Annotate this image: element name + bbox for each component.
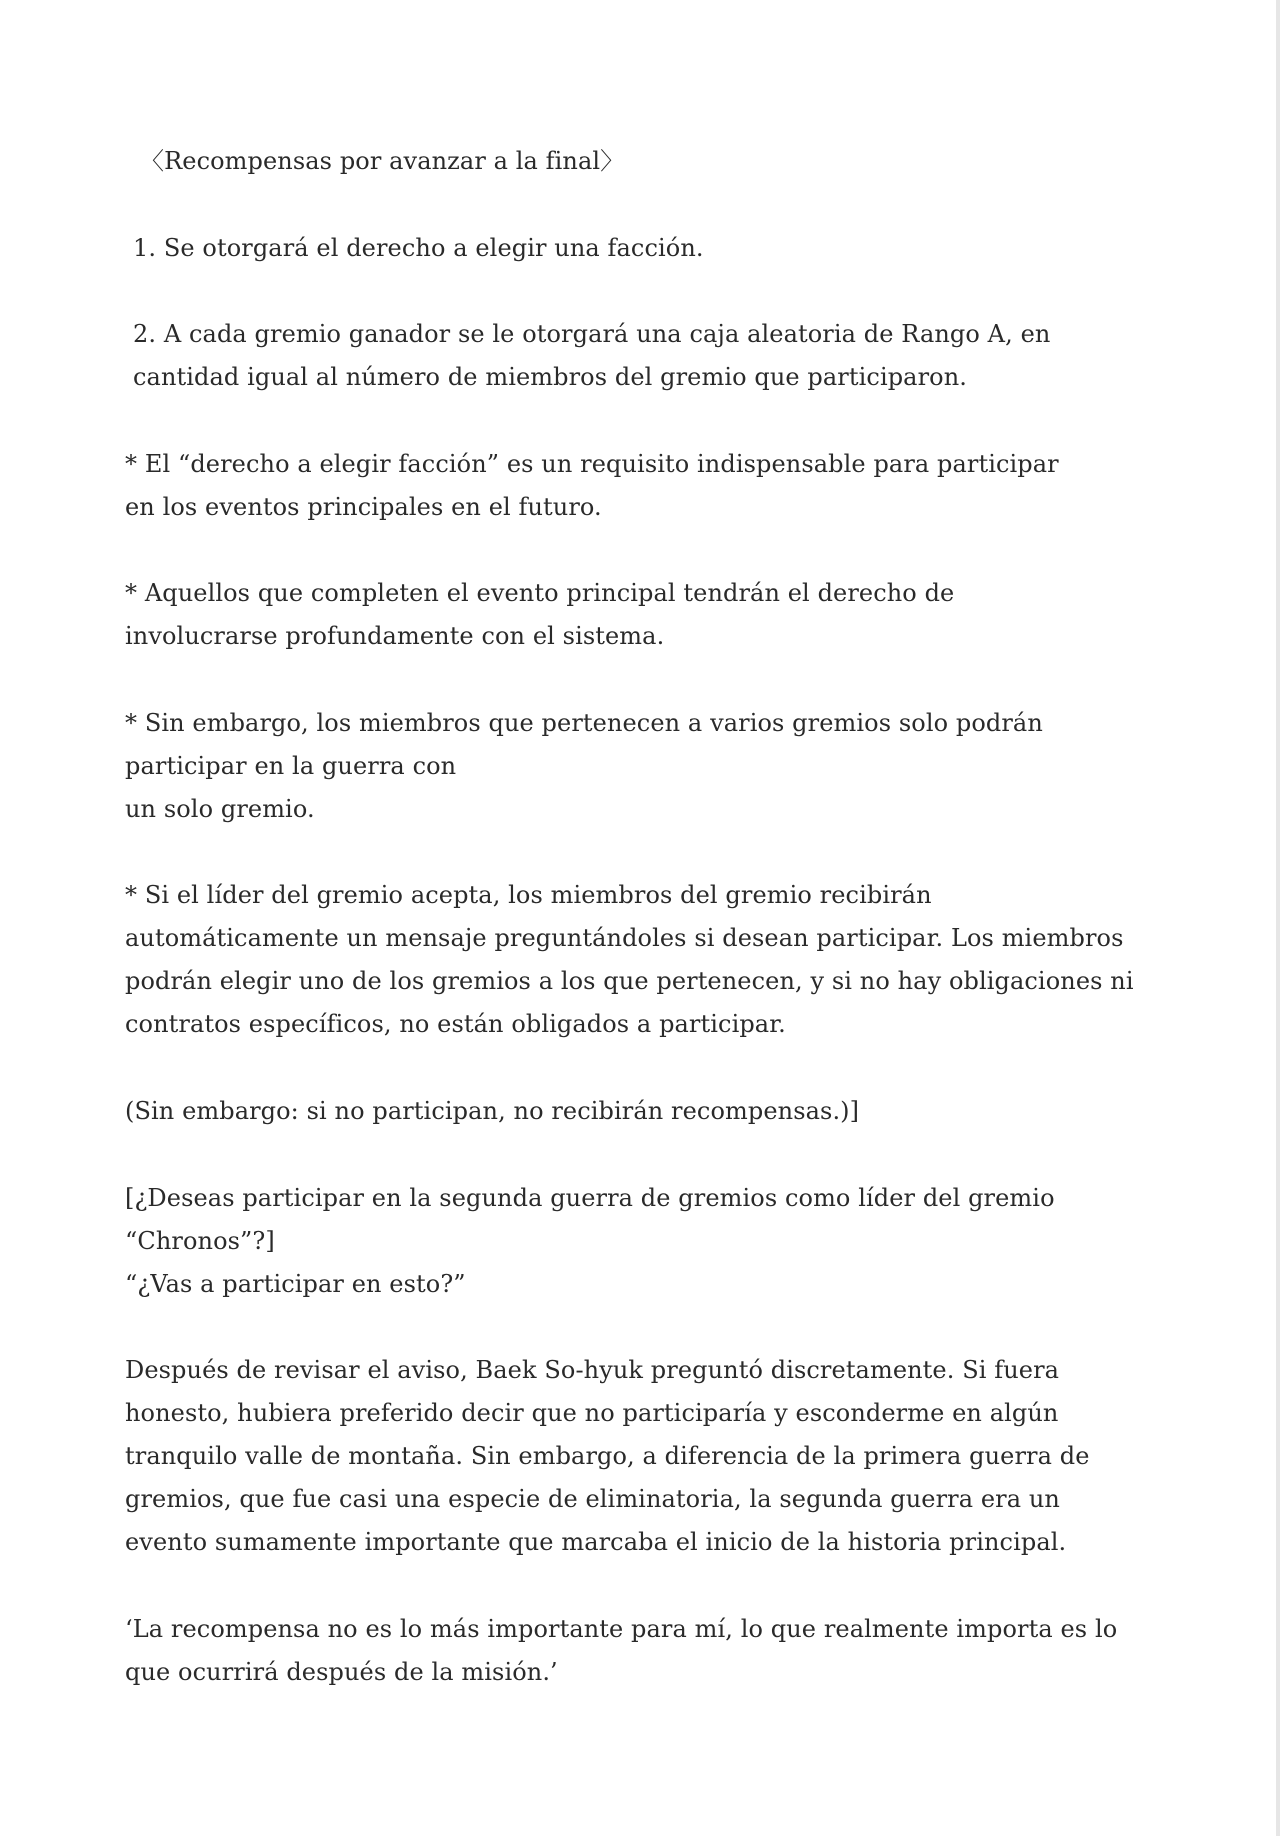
- dialogue-line: “¿Vas a participar en esto?”: [125, 1270, 466, 1298]
- note-multiple-guilds-line-1: * Sin embargo, los miembros que pertenecen a varios gremios solo podrán participar en la guerra con: [125, 709, 1043, 780]
- note-no-reward: (Sin embargo: si no participan, no recibirán recompensas.)]: [125, 1097, 860, 1125]
- note-guild-leader: * Si el líder del gremio acepta, los miembros del gremio recibirán automáticamente un mensaje preguntándoles si desean participar. Los miembros podrán elegir uno de los gremios a los que pertenecen, y si no hay obligaciones ni contratos específicos, no están obligados a participar.: [125, 881, 1134, 1038]
- note-faction-right: * El “derecho a elegir facción” es un requisito indispensable para participar en los eventos principales en el futuro.: [125, 450, 1059, 521]
- page-edge: [1276, 0, 1280, 1836]
- inner-thought: ‘La recompensa no es lo más importante para mí, lo que realmente importa es lo que ocurrirá después de la misión.’: [125, 1615, 1118, 1686]
- note-main-event: * Aquellos que completen el evento principal tendrán el derecho de involucrarse profundamente con el sistema.: [125, 579, 955, 650]
- note-multiple-guilds: [125, 702, 1160, 831]
- system-prompt: [¿Deseas participar en la segunda guerra de gremios como líder del gremio “Chronos”?]: [125, 1184, 1055, 1255]
- reward-item-2: 2. A cada gremio ganador se le otorgará una caja aleatoria de Rango A, en cantidad igual al número de miembros del gremio que participaron.: [133, 320, 1051, 391]
- section-heading: 〈Recompensas por avanzar a la final〉: [140, 147, 625, 175]
- narration-paragraph: Después de revisar el aviso, Baek So-hyuk preguntó discretamente. Si fuera honesto, hubiera preferido decir que no participaría y esconderme en algún tranquilo valle de montaña. Sin embargo, a diferencia de la primera guerra de gremios, que fue casi una especie de eliminatoria, la segunda guerra era un evento sumamente importante que marcaba el inicio de la historia principal.: [125, 1356, 1090, 1556]
- note-multiple-guilds-line-2: un solo gremio.: [125, 795, 315, 823]
- reward-item-1: 1. Se otorgará el derecho a elegir una facción.: [133, 234, 704, 262]
